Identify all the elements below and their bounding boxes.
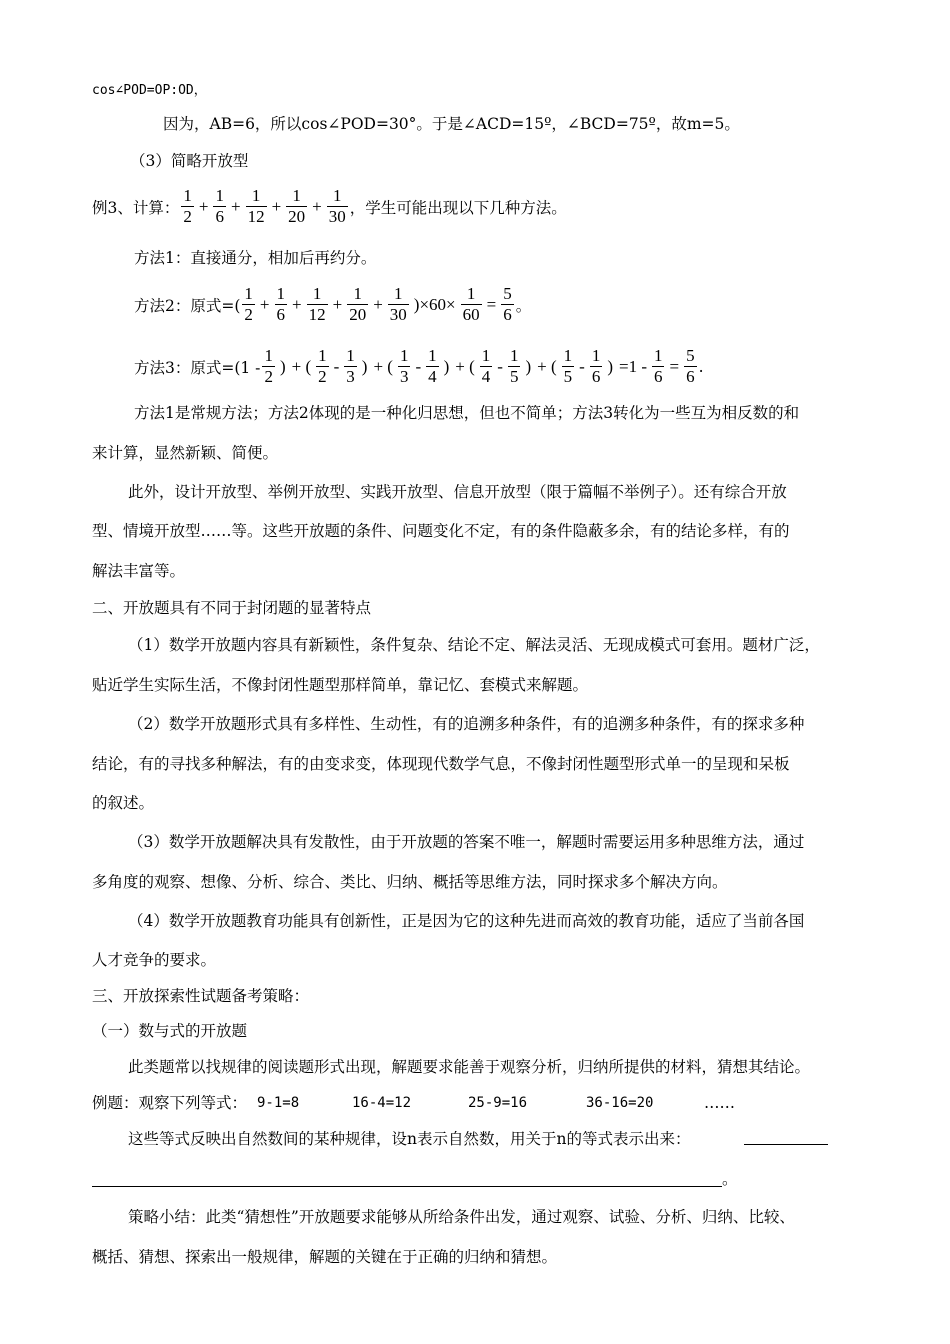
fraction xyxy=(459,284,484,325)
equals-sign: =1 - xyxy=(618,356,647,376)
fraction xyxy=(286,186,307,227)
fraction xyxy=(344,346,357,387)
numerator: 1 xyxy=(466,284,476,303)
numerator: 1 xyxy=(591,346,601,365)
numerator: 1 xyxy=(399,346,409,365)
method-2-expression xyxy=(134,284,531,325)
denominator: 12 xyxy=(247,207,265,226)
numerator: 1 xyxy=(481,346,491,365)
text-line: 型、情境开放型……等。这些开放题的条件、问题变化不定，有的条件隐蔽多余，有的结论多样，有的 xyxy=(92,522,790,540)
answer-blank-line[interactable] xyxy=(92,1186,722,1187)
section-heading: 二、开放题具有不同于封闭题的显著特点 xyxy=(92,599,372,617)
text-line: 概括、猜想、探索出一般规律，解题的关键在于正确的归纳和猜想。 xyxy=(92,1248,558,1266)
method-3-label: 方法3：原式=(1 - xyxy=(134,358,261,377)
denominator: 6 xyxy=(276,305,285,324)
fraction-result xyxy=(684,346,697,387)
denominator: 3 xyxy=(399,367,409,386)
numerator: 1 xyxy=(333,186,342,205)
numerator: 1 xyxy=(653,346,663,365)
text-line: （1）数学开放题内容具有新颖性，条件复杂、结论不定、解法灵活、无现成模式可套用。题材广泛， xyxy=(128,636,820,654)
fraction-result xyxy=(499,284,516,325)
denominator: 3 xyxy=(346,367,355,386)
fraction xyxy=(327,186,348,227)
denominator: 60 xyxy=(462,305,480,324)
operator: + ( xyxy=(537,356,557,376)
text-line: 这些等式反映出自然数间的某种规律，设n表示自然数，用关于n的等式表示出来： xyxy=(128,1130,691,1148)
text-line: 策略小结：此类“猜想性”开放题要求能够从所给条件出发，通过观察、试验、分析、归纳、比较、 xyxy=(128,1208,795,1226)
equation-3: 25-9=16 xyxy=(468,1095,528,1111)
numerator: 1 xyxy=(509,346,519,365)
operator: + xyxy=(292,294,302,314)
text-line: 多角度的观察、想像、分析、综合、类比、归纳、概括等思维方法，同时探求多个解决方向。 xyxy=(92,873,728,891)
method-3-expression xyxy=(134,346,704,387)
numerator: 1 xyxy=(183,186,192,205)
fraction xyxy=(652,346,665,387)
text-line: 人才竞争的要求。 xyxy=(92,951,217,969)
text-line: （3）数学开放题解决具有发散性，由于开放题的答案不唯一，解题时需要运用多种思维方法，通过 xyxy=(128,833,805,851)
equals-sign: = xyxy=(486,294,497,314)
ellipsis: …… xyxy=(704,1094,735,1112)
numerator: 1 xyxy=(244,284,253,303)
example-label: 例3、计算： xyxy=(92,198,180,217)
fraction-result xyxy=(501,284,514,325)
numerator: 1 xyxy=(292,186,301,205)
operator: ) xyxy=(607,356,613,376)
fraction xyxy=(508,346,521,387)
numerator: 1 xyxy=(394,284,403,303)
period: 。 xyxy=(515,296,532,315)
operator: + xyxy=(271,196,282,216)
method-2-label: 方法2：原式=( xyxy=(134,296,241,315)
text-line: 贴近学生实际生活，不像封闭性题型那样简单，靠记忆、套模式来解题。 xyxy=(92,676,589,694)
denominator: 20 xyxy=(288,207,306,226)
example-3-expression xyxy=(92,186,567,227)
text-line: （4）数学开放题教育功能具有创新性，正是因为它的这种先进而高效的教育功能，适应了当前各国 xyxy=(128,912,805,930)
text-line: 结论，有的寻找多种解法，有的由变求变，体现现代数学气息，不像封闭性题型形式单一的呈现和呆板 xyxy=(92,755,790,773)
numerator: 1 xyxy=(563,346,573,365)
fraction xyxy=(242,284,255,325)
text-line: cos∠POD=OP:OD， xyxy=(92,83,207,98)
denominator: 2 xyxy=(183,207,192,226)
fraction xyxy=(650,346,667,387)
fraction-sum xyxy=(179,186,349,227)
denominator: 2 xyxy=(264,367,273,386)
denominator: 2 xyxy=(318,367,327,386)
subheading: （3）简略开放型 xyxy=(130,152,249,170)
times-60: )×60× xyxy=(413,294,456,314)
denominator: 6 xyxy=(686,367,695,386)
operator: ) xyxy=(361,356,368,376)
fraction xyxy=(262,346,275,387)
numerator: 1 xyxy=(312,284,322,303)
fraction xyxy=(181,186,194,227)
telescoping-sum xyxy=(260,346,616,387)
subsection-heading: （一）数与式的开放题 xyxy=(92,1022,248,1040)
denominator: 6 xyxy=(215,207,224,226)
operator: - xyxy=(579,356,585,376)
text-line: 此类题常以找规律的阅读题形式出现，解题要求能善于观察分析，归纳所提供的材料，猜想其结论。 xyxy=(128,1058,811,1076)
fraction xyxy=(398,346,411,387)
numerator: 1 xyxy=(318,346,327,365)
operator: + xyxy=(312,196,322,216)
fraction xyxy=(461,284,482,325)
denominator: 4 xyxy=(428,367,437,386)
operator: ) xyxy=(443,356,450,376)
denominator: 5 xyxy=(563,367,573,386)
denominator: 6 xyxy=(591,367,601,386)
fraction xyxy=(562,346,575,387)
period: 。 xyxy=(722,1170,738,1188)
fraction xyxy=(213,186,226,227)
equation-2: 16-4=12 xyxy=(352,1095,412,1111)
fraction xyxy=(246,186,267,227)
fraction xyxy=(316,346,329,387)
denominator: 6 xyxy=(503,305,512,324)
operator: ) xyxy=(525,356,532,376)
denominator: 2 xyxy=(244,305,253,324)
denominator: 6 xyxy=(653,367,663,386)
text-line: 因为，AB=6，所以cos∠POD=30°。于是∠ACD=15º，∠BCD=75º，故m=5。 xyxy=(163,115,740,133)
fraction xyxy=(275,284,288,325)
text-line: 方法1：直接通分，相加后再约分。 xyxy=(134,249,377,267)
equation-1: 9-1=8 xyxy=(257,1095,300,1111)
equals-sign: = xyxy=(669,356,680,376)
fraction xyxy=(347,284,368,325)
numerator: 5 xyxy=(503,284,512,303)
operator: + ( xyxy=(373,356,393,376)
text-line: 此外，设计开放型、举例开放型、实践开放型、信息开放型（限于篇幅不举例子）。还有综合开放 xyxy=(128,483,787,501)
numerator: 1 xyxy=(428,346,437,365)
operator: - xyxy=(497,356,503,376)
fraction xyxy=(307,284,328,325)
numerator: 5 xyxy=(686,346,695,365)
fraction-result xyxy=(682,346,699,387)
answer-blank[interactable] xyxy=(744,1144,828,1145)
operator: + ( xyxy=(291,356,312,376)
equation-4: 36-16=20 xyxy=(586,1095,654,1111)
text-line: （2）数学开放题形式具有多样性、生动性，有的追溯多种条件，有的追溯多种条件，有的探求多种 xyxy=(128,715,805,733)
fraction xyxy=(388,284,409,325)
denominator: 12 xyxy=(308,305,326,324)
fraction-sum xyxy=(240,284,410,325)
denominator: 4 xyxy=(481,367,491,386)
text-line: 来计算，显然新颖、简便。 xyxy=(92,444,279,462)
text-line: 的叙述。 xyxy=(92,794,155,812)
operator: + xyxy=(373,294,383,314)
numerator: 1 xyxy=(251,186,261,205)
period: . xyxy=(698,357,704,376)
text-line: 方法1是常规方法；方法2体现的是一种化归思想，但也不简单；方法3转化为一些互为相反数的和 xyxy=(134,404,800,422)
numerator: 1 xyxy=(276,284,285,303)
denominator: 5 xyxy=(509,367,519,386)
numerator: 1 xyxy=(346,346,355,365)
numerator: 1 xyxy=(215,186,224,205)
operator: + xyxy=(332,294,343,314)
fraction xyxy=(480,346,493,387)
fraction xyxy=(426,346,439,387)
operator: - xyxy=(333,356,340,376)
numerator: 1 xyxy=(264,346,273,365)
example-label: 例题：观察下列等式： xyxy=(92,1094,248,1112)
operator: + ( xyxy=(455,356,475,376)
text-line: 解法丰富等。 xyxy=(92,562,186,580)
operator: + xyxy=(198,196,209,216)
example-description: ，学生可能出现以下几种方法。 xyxy=(349,198,567,217)
section-heading: 三、开放探索性试题备考策略： xyxy=(92,987,310,1005)
operator: + xyxy=(230,196,241,216)
operator: ) xyxy=(279,356,286,376)
operator: + xyxy=(259,294,270,314)
denominator: 20 xyxy=(349,305,367,324)
denominator: 30 xyxy=(328,207,346,226)
numerator: 1 xyxy=(353,284,362,303)
operator: - xyxy=(415,356,422,376)
denominator: 30 xyxy=(389,305,407,324)
fraction xyxy=(590,346,603,387)
